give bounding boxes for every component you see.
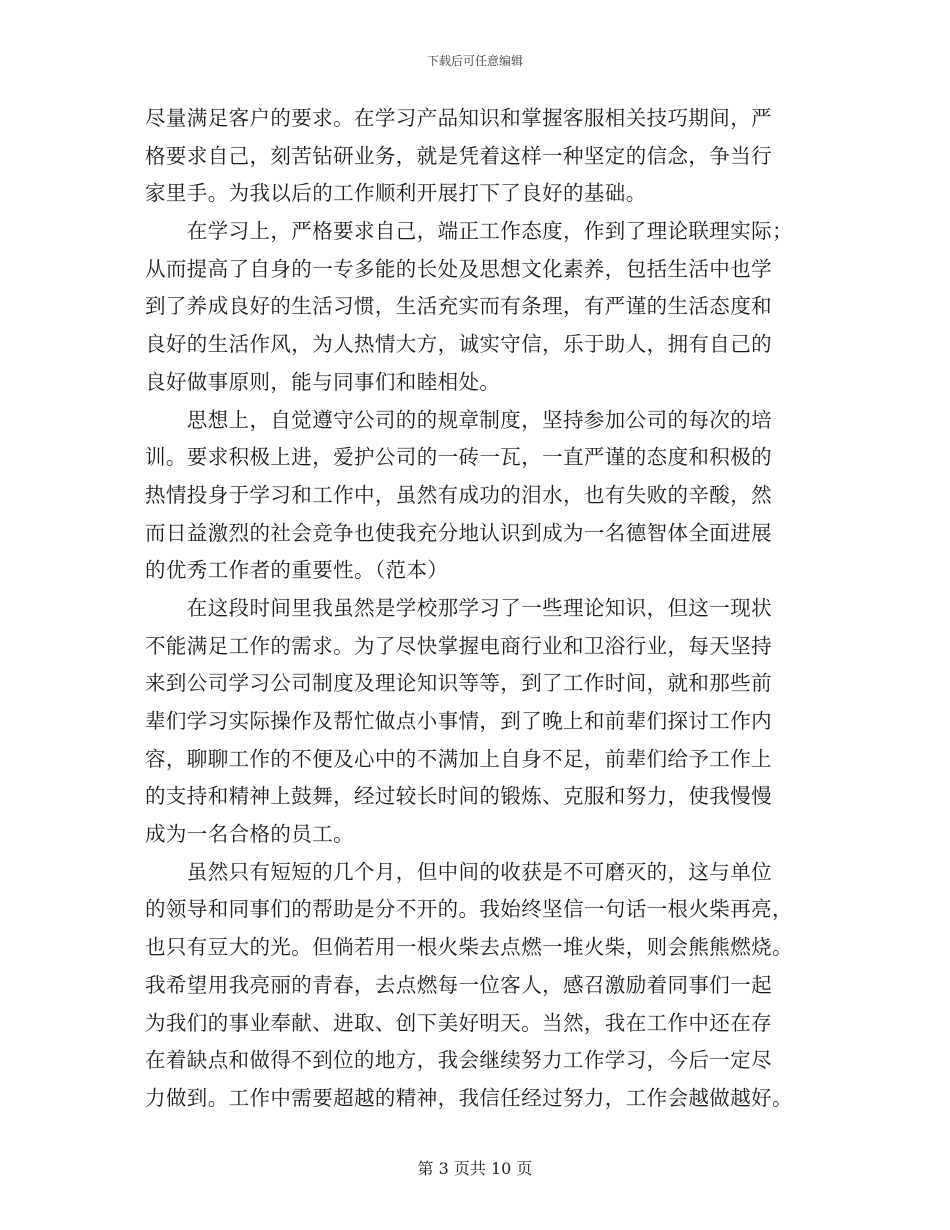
text-line: 成为一名合格的员工。: [145, 822, 354, 847]
text-line: 虽然只有短短的几个月，但中间的收获是不可磨灭的，这与单位: [145, 859, 772, 884]
text-line: 从而提高了自身的一专多能的长处及思想文化素养，包括生活中也学: [145, 256, 772, 281]
text-line: 不能满足工作的需求。为了尽快掌握电商行业和卫浴行业，每天坚持: [145, 633, 772, 658]
text-line: 良好做事原则，能与同事们和睦相处。: [145, 369, 501, 394]
text-line: 在学习上，严格要求自己，端正工作态度，作到了理论联理实际；: [145, 219, 793, 244]
text-line: 格要求自己，刻苦钻研业务，就是凭着这样一种坚定的信念，争当行: [145, 143, 772, 168]
text-line: 力做到。工作中需要超越的精神，我信任经过努力，工作会越做越好。: [145, 1085, 793, 1110]
text-line: 来到公司学习公司制度及理论知识等等，到了工作时间，就和那些前: [145, 671, 772, 696]
text-line: 良好的生活作风，为人热情大方，诚实守信，乐于助人，拥有自己的: [145, 332, 772, 357]
text-line: 在着缺点和做得不到位的地方，我会继续努力工作学习，今后一定尽: [145, 1048, 772, 1073]
text-line: 的领导和同事们的帮助是分不开的。我始终坚信一句话一根火柴再亮，: [145, 897, 793, 922]
text-line: 辈们学习实际操作及帮忙做点小事情，到了晚上和前辈们探讨工作内: [145, 709, 772, 733]
text-line: 思想上，自觉遵守公司的的规章制度，坚持参加公司的每次的培: [145, 407, 772, 432]
text-line: 为我们的事业奉献、进取、创下美好明天。当然，我在工作中还在存: [145, 1010, 772, 1035]
text-line: 到了养成良好的生活习惯，生活充实而有条理，有严谨的生活态度和: [145, 294, 772, 319]
text-line: 训。要求积极上进，爱护公司的一砖一瓦，一直严谨的态度和积极的: [145, 445, 772, 470]
text-line: 在这段时间里我虽然是学校那学习了一些理论知识，但这一现状: [145, 595, 772, 620]
text-line: 而日益激烈的社会竞争也使我充分地认识到成为一名德智体全面进展: [145, 520, 772, 545]
text-line: 的支持和精神上鼓舞，经过较长时间的锻炼、克服和努力，使我慢慢: [145, 784, 772, 809]
text-line: 尽量满足客户的要求。在学习产品知识和掌握客服相关技巧期间，严: [145, 106, 772, 130]
text-line: 的优秀工作者的重要性。（范本）: [145, 558, 449, 583]
text-line: 我希望用我亮丽的青春，去点燃每一位客人，感召激励着同事们一起: [145, 972, 772, 997]
page-header: 下载后可任意编辑: [426, 54, 523, 68]
document-body: [145, 100, 805, 1118]
text-line: 热情投身于学习和工作中，虽然有成功的泪水，也有失败的辛酸，然: [145, 482, 772, 507]
page-footer: 第 3 页共 10 页: [417, 1159, 533, 1178]
text-line: 容，聊聊工作的不便及心中的不满加上自身不足，前辈们给予工作上: [145, 746, 772, 771]
text-line: 家里手。为我以后的工作顺利开展打下了良好的基础。: [145, 181, 647, 206]
text-line: 也只有豆大的光。但倘若用一根火柴去点燃一堆火柴，则会熊熊燃烧。: [145, 935, 793, 960]
